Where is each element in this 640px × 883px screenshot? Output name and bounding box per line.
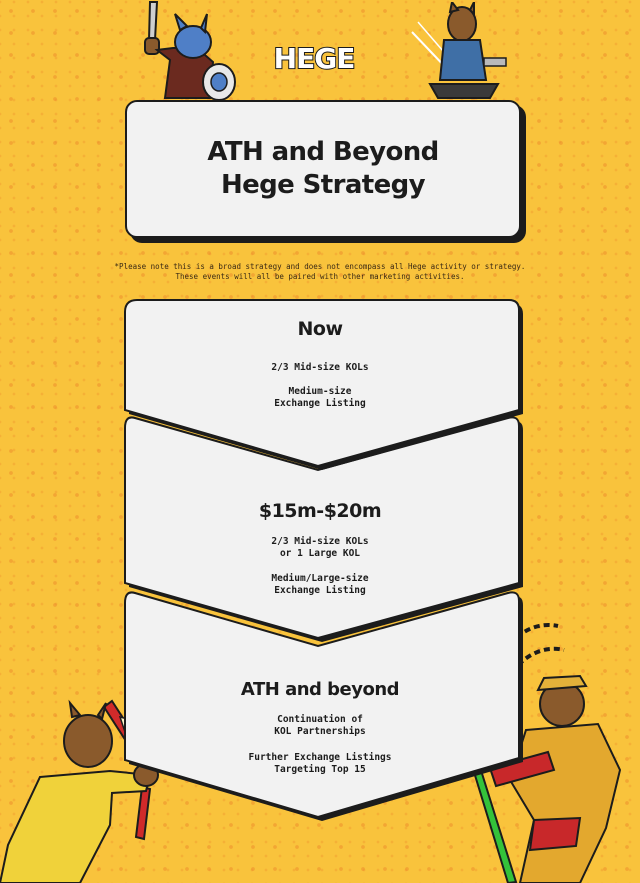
stage-1-item-2 bbox=[130, 386, 510, 410]
hege-logo: HEGE bbox=[273, 42, 355, 75]
stage-1-title: Now bbox=[297, 318, 343, 340]
stage-3-title: ATH and beyond bbox=[240, 679, 400, 700]
stage-1-item-2-line-2: Exchange Listing bbox=[274, 398, 366, 409]
stage-2-item-1-line-1: 2/3 Mid-size KOLs bbox=[271, 536, 369, 547]
stage-3-item-2-line-1: Further Exchange Listings bbox=[248, 752, 392, 763]
stage-3-item-1-line-1: Continuation of bbox=[277, 714, 363, 725]
stage-2-item-2-line-1: Medium/Large-size bbox=[271, 573, 369, 584]
stage-1-item-1 bbox=[130, 362, 510, 374]
stage-3-item-2-line-2: Targeting Top 15 bbox=[274, 764, 366, 775]
stage-1-item-1-line-1: 2/3 Mid-size KOLs bbox=[271, 362, 369, 373]
title-line-1: ATH and Beyond bbox=[207, 137, 439, 167]
stage-2-item-1 bbox=[130, 536, 510, 560]
stage-3-item-2 bbox=[130, 752, 510, 776]
disclaimer-line-2: These events will all be paired with other marketing activities. bbox=[175, 272, 465, 281]
stage-3-item-1 bbox=[130, 714, 510, 738]
title-line-2: Hege Strategy bbox=[220, 170, 426, 200]
stage-2-item-1-line-2: or 1 Large KOL bbox=[279, 548, 361, 559]
stage-1-item-2-line-1: Medium-size bbox=[288, 386, 352, 397]
stage-3-item-1-line-2: KOL Partnerships bbox=[274, 726, 366, 737]
stage-2-title: $15m-$20m bbox=[258, 500, 382, 522]
stage-2-item-2-line-2: Exchange Listing bbox=[274, 585, 366, 596]
disclaimer-line-1: *Please note this is a broad strategy and does not encompass all Hege activity or strategy. bbox=[114, 262, 526, 271]
stage-2-item-2 bbox=[130, 573, 510, 597]
